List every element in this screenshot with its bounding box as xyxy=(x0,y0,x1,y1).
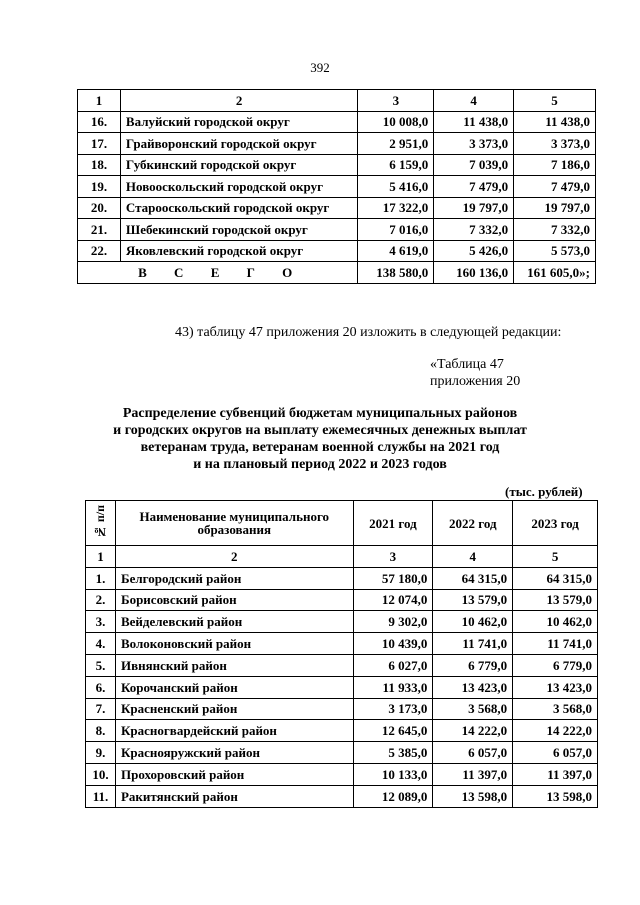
col-header-name: Наименование муниципального образования xyxy=(115,501,353,546)
column-number: 3 xyxy=(353,546,433,568)
column-number: 3 xyxy=(358,90,434,112)
cell-2021: 12 645,0 xyxy=(353,720,433,742)
cell-number: 6. xyxy=(86,676,116,698)
total-value: 160 136,0 xyxy=(434,262,514,284)
cell-name: Борисовский район xyxy=(115,589,353,611)
cell-2022: 19 797,0 xyxy=(434,197,514,219)
table-row xyxy=(86,698,598,720)
cell-number: 19. xyxy=(78,176,121,198)
cell-2023: 11 438,0 xyxy=(514,111,596,133)
col-header-2023: 2023 год xyxy=(513,501,598,546)
header-number-row xyxy=(86,546,598,568)
cell-2021: 10 133,0 xyxy=(353,763,433,785)
cell-2021: 12 089,0 xyxy=(353,785,433,807)
cell-2022: 13 579,0 xyxy=(433,589,513,611)
cell-number: 2. xyxy=(86,589,116,611)
cell-2022: 6 057,0 xyxy=(433,742,513,764)
cell-2021: 10 008,0 xyxy=(358,111,434,133)
table-row xyxy=(86,676,598,698)
cell-name: Красненский район xyxy=(115,698,353,720)
cell-2022: 11 741,0 xyxy=(433,633,513,655)
title-line: и городских округов на выплату ежемесячных денежных выплат xyxy=(113,423,527,438)
header-number-row xyxy=(78,90,596,112)
column-number: 4 xyxy=(434,90,514,112)
table-row xyxy=(86,567,598,589)
header-row xyxy=(86,501,598,546)
cell-number: 5. xyxy=(86,654,116,676)
table-row xyxy=(78,154,596,176)
cell-2021: 2 951,0 xyxy=(358,133,434,155)
col-header-2022: 2022 год xyxy=(433,501,513,546)
column-number: 2 xyxy=(115,546,353,568)
cell-name: Новооскольский городской округ xyxy=(120,176,357,198)
cell-2021: 3 173,0 xyxy=(353,698,433,720)
cell-name: Старооскольский городской округ xyxy=(120,197,357,219)
cell-2022: 13 598,0 xyxy=(433,785,513,807)
column-number: 2 xyxy=(120,90,357,112)
cell-name: Краснояружский район xyxy=(115,742,353,764)
cell-2023: 11 397,0 xyxy=(513,763,598,785)
table-row xyxy=(86,785,598,807)
column-number: 5 xyxy=(514,90,596,112)
cell-2022: 14 222,0 xyxy=(433,720,513,742)
cell-number: 4. xyxy=(86,633,116,655)
cell-2021: 4 619,0 xyxy=(358,240,434,262)
column-number: 4 xyxy=(433,546,513,568)
cell-2023: 13 423,0 xyxy=(513,676,598,698)
column-number: 1 xyxy=(86,546,116,568)
cell-2021: 7 016,0 xyxy=(358,219,434,241)
cell-number: 8. xyxy=(86,720,116,742)
table-row xyxy=(78,176,596,198)
cell-2023: 3 568,0 xyxy=(513,698,598,720)
total-value: 138 580,0 xyxy=(358,262,434,284)
table-row xyxy=(78,133,596,155)
cell-name: Губкинский городской округ xyxy=(120,154,357,176)
instruction-text: 43) таблицу 47 приложения 20 изложить в следующей редакции: xyxy=(175,325,562,340)
cell-name: Ракитянский район xyxy=(115,785,353,807)
cell-number: 22. xyxy=(78,240,121,262)
cell-name: Ивнянский район xyxy=(115,654,353,676)
cell-name: Корочанский район xyxy=(115,676,353,698)
table-row xyxy=(78,197,596,219)
table-row xyxy=(86,654,598,676)
cell-name: Шебекинский городской округ xyxy=(120,219,357,241)
cell-2022: 64 315,0 xyxy=(433,567,513,589)
cell-2023: 13 598,0 xyxy=(513,785,598,807)
table-subventions xyxy=(85,500,598,808)
column-number: 5 xyxy=(513,546,598,568)
cell-name: Красногвардейский район xyxy=(115,720,353,742)
cell-number: 11. xyxy=(86,785,116,807)
cell-2023: 7 332,0 xyxy=(514,219,596,241)
cell-2022: 6 779,0 xyxy=(433,654,513,676)
cell-number: 7. xyxy=(86,698,116,720)
cell-2022: 10 462,0 xyxy=(433,611,513,633)
cell-name: Яковлевский городской округ xyxy=(120,240,357,262)
cell-2021: 6 159,0 xyxy=(358,154,434,176)
table-row xyxy=(86,633,598,655)
cell-2021: 17 322,0 xyxy=(358,197,434,219)
cell-number: 17. xyxy=(78,133,121,155)
total-row xyxy=(78,262,596,284)
cell-number: 20. xyxy=(78,197,121,219)
cell-2022: 3 373,0 xyxy=(434,133,514,155)
table-row xyxy=(86,611,598,633)
page-number: 392 xyxy=(310,60,330,75)
title-line: Распределение субвенций бюджетам муниципальных районов xyxy=(122,406,518,421)
cell-2022: 5 426,0 xyxy=(434,240,514,262)
table-label-line-2: приложения 20 xyxy=(430,374,521,389)
table-label-line-1: «Таблица 47 xyxy=(430,357,504,372)
cell-2022: 7 039,0 xyxy=(434,154,514,176)
cell-number: 9. xyxy=(86,742,116,764)
cell-number: 21. xyxy=(78,219,121,241)
table-row xyxy=(86,742,598,764)
table-row xyxy=(86,720,598,742)
cell-2023: 5 573,0 xyxy=(514,240,596,262)
cell-2021: 5 416,0 xyxy=(358,176,434,198)
cell-2023: 13 579,0 xyxy=(513,589,598,611)
cell-name: Прохоровский район xyxy=(115,763,353,785)
total-label: В С Е Г О xyxy=(78,262,358,284)
cell-number: 1. xyxy=(86,567,116,589)
cell-2023: 11 741,0 xyxy=(513,633,598,655)
cell-2022: 7 332,0 xyxy=(434,219,514,241)
cell-2021: 6 027,0 xyxy=(353,654,433,676)
cell-number: 10. xyxy=(86,763,116,785)
cell-name: Грайворонский городской округ xyxy=(120,133,357,155)
col-header-number: № п/п xyxy=(86,501,116,546)
cell-number: 18. xyxy=(78,154,121,176)
column-number: 1 xyxy=(78,90,121,112)
cell-2023: 6 057,0 xyxy=(513,742,598,764)
cell-2023: 64 315,0 xyxy=(513,567,598,589)
table-title xyxy=(0,405,640,473)
cell-2021: 12 074,0 xyxy=(353,589,433,611)
table-row xyxy=(78,219,596,241)
cell-2023: 10 462,0 xyxy=(513,611,598,633)
cell-name: Белгородский район xyxy=(115,567,353,589)
cell-2022: 7 479,0 xyxy=(434,176,514,198)
cell-2023: 19 797,0 xyxy=(514,197,596,219)
cell-2021: 57 180,0 xyxy=(353,567,433,589)
table-row xyxy=(78,240,596,262)
cell-2022: 13 423,0 xyxy=(433,676,513,698)
units-label: (тыс. рублей) xyxy=(505,484,583,499)
cell-2023: 3 373,0 xyxy=(514,133,596,155)
cell-2021: 10 439,0 xyxy=(353,633,433,655)
cell-name: Волоконовский район xyxy=(115,633,353,655)
table-continuation xyxy=(77,89,596,284)
cell-2021: 9 302,0 xyxy=(353,611,433,633)
total-value: 161 605,0»; xyxy=(514,262,596,284)
title-line: ветеранам труда, ветеранам военной службы на 2021 год xyxy=(140,440,500,455)
cell-2023: 7 479,0 xyxy=(514,176,596,198)
table-row xyxy=(86,589,598,611)
cell-2023: 14 222,0 xyxy=(513,720,598,742)
cell-2023: 6 779,0 xyxy=(513,654,598,676)
cell-2022: 11 438,0 xyxy=(434,111,514,133)
cell-number: 16. xyxy=(78,111,121,133)
table-row xyxy=(86,763,598,785)
cell-2022: 3 568,0 xyxy=(433,698,513,720)
cell-2021: 5 385,0 xyxy=(353,742,433,764)
cell-2023: 7 186,0 xyxy=(514,154,596,176)
col-header-2021: 2021 год xyxy=(353,501,433,546)
table-row xyxy=(78,111,596,133)
cell-number: 3. xyxy=(86,611,116,633)
title-line: и на плановый период 2022 и 2023 годов xyxy=(193,457,447,472)
cell-name: Валуйский городской округ xyxy=(120,111,357,133)
cell-2022: 11 397,0 xyxy=(433,763,513,785)
cell-2021: 11 933,0 xyxy=(353,676,433,698)
cell-name: Вейделевский район xyxy=(115,611,353,633)
